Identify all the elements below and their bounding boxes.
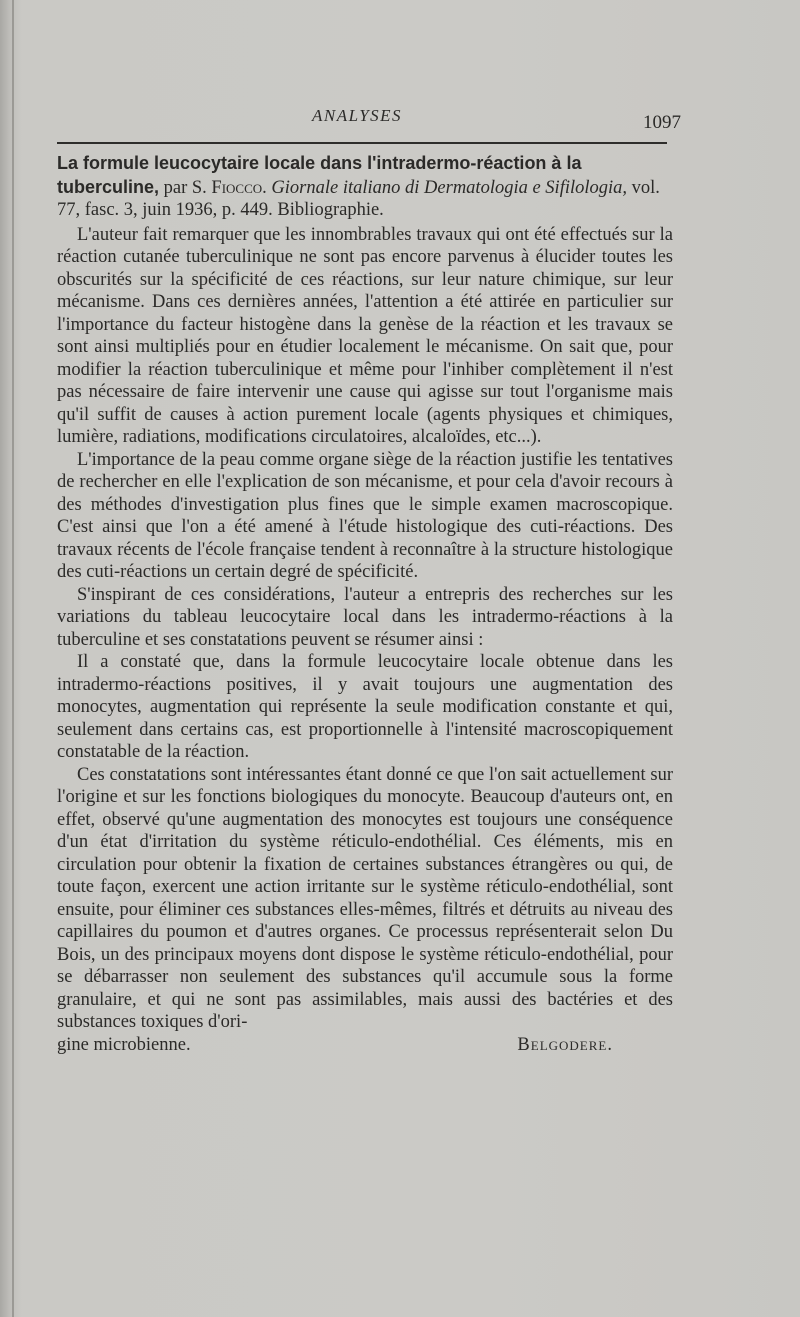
entry-by: par xyxy=(163,177,188,198)
header-rule xyxy=(57,142,667,144)
paragraph: Ces constatations sont intéressantes étant donné ce que l'on sait actuellement sur l'origine et sur les fonctions biologiques du monocyte. Beaucoup d'auteurs ont, en effet, observé qu'une augmentation des monocytes est toujours une conséquence d'un état d'irritation du système réticulo-endothélial. Ces éléments, mis en circulation pour obtenir la fixation de certaines substances étrangères ou qui, de toute façon, exercent une action irritante sur le système réticulo-endothélial, sont ensuite, pour éliminer ces substances elles-mêmes, filtrés et détruits au niveau des capillaires du poumon et d'autres organes. Ce processus représenterait selon Du Bois, un des principaux moyens dont dispose le système réticulo-endothélial, pour se débarrasser non seulement des substances qu'il accumule sous la forme granulaire, et qui ne sont pas assimilables, mais aussi des bactéries et des substances toxiques d'ori- xyxy=(57,764,673,1032)
entry-title: La formule leucocytaire locale dans l'intradermo-réaction à la tuberculine, xyxy=(57,153,582,197)
closing-line xyxy=(57,1034,673,1057)
reviewer-signature: Belgodere. xyxy=(517,1034,613,1055)
paragraph: S'inspirant de ces considérations, l'auteur a entrepris des recherches sur les variations du tableau leucocytaire local dans les intradermo-réactions à la tuberculine et ses constatations peuvent se résumer ainsi : xyxy=(57,584,673,650)
entry-journal: Giornale italiano di Dermatologia e Sifilologia, xyxy=(271,177,628,198)
entry-author: S. Fiocco. xyxy=(191,177,267,198)
paragraph: Il a constaté que, dans la formule leucocytaire locale obtenue dans les intradermo-réactions positives, il y avait toujours une augmentation des monocytes, augmentation qui représente la seule modification constante et qui, seulement dans certains cas, est proportionnelle à l'intensité macroscopiquement constatable de la réaction. xyxy=(57,652,673,762)
entry-citation: vol. 77, fasc. 3, juin 1936, p. 449. Bibliographie. xyxy=(57,177,660,220)
binding-edge xyxy=(12,0,14,1317)
page-header xyxy=(57,104,681,134)
running-head: ANALYSES xyxy=(312,106,403,125)
paragraph: L'importance de la peau comme organe siège de la réaction justifie les tentatives de rechercher en elle l'explication de son mécanisme, et pour cela d'avoir recours à des méthodes d'investigation plus fines que le simple examen macroscopique. C'est ainsi que l'on a été amené à l'étude histologique des cuti-réactions. Des travaux récents de l'école française tendent à reconnaître à la structure histologique des cuti-réactions un certain degré de spécificité. xyxy=(57,449,673,582)
page-number: 1097 xyxy=(643,112,681,133)
closing-text: gine microbienne. xyxy=(57,1034,191,1055)
article-body xyxy=(57,152,673,1056)
entry-heading xyxy=(57,152,673,222)
paragraph: L'auteur fait remarquer que les innombrables travaux qui ont été effectués sur la réaction cutanée tuberculinique ne sont pas encore parvenus à élucider toutes les obscurités sur la spécificité de ces réactions, sur leur nature chimique, sur leur mécanisme. Dans ces dernières années, l'attention a été attirée en particulier sur l'importance du facteur histogène dans la genèse de la réaction et les travaux se sont ainsi multipliés pour en étudier localement le mécanisme. On sait que, pour modifier la réaction tuberculinique et même pour l'inhiber complètement il n'est pas nécessaire de faire intervenir une cause qui agisse sur tout l'organisme mais qu'il suffit de causes à action purement locale (agents physiques et chimiques, lumière, radiations, modifications circulatoires, alcaloïdes, etc...). xyxy=(57,224,673,447)
